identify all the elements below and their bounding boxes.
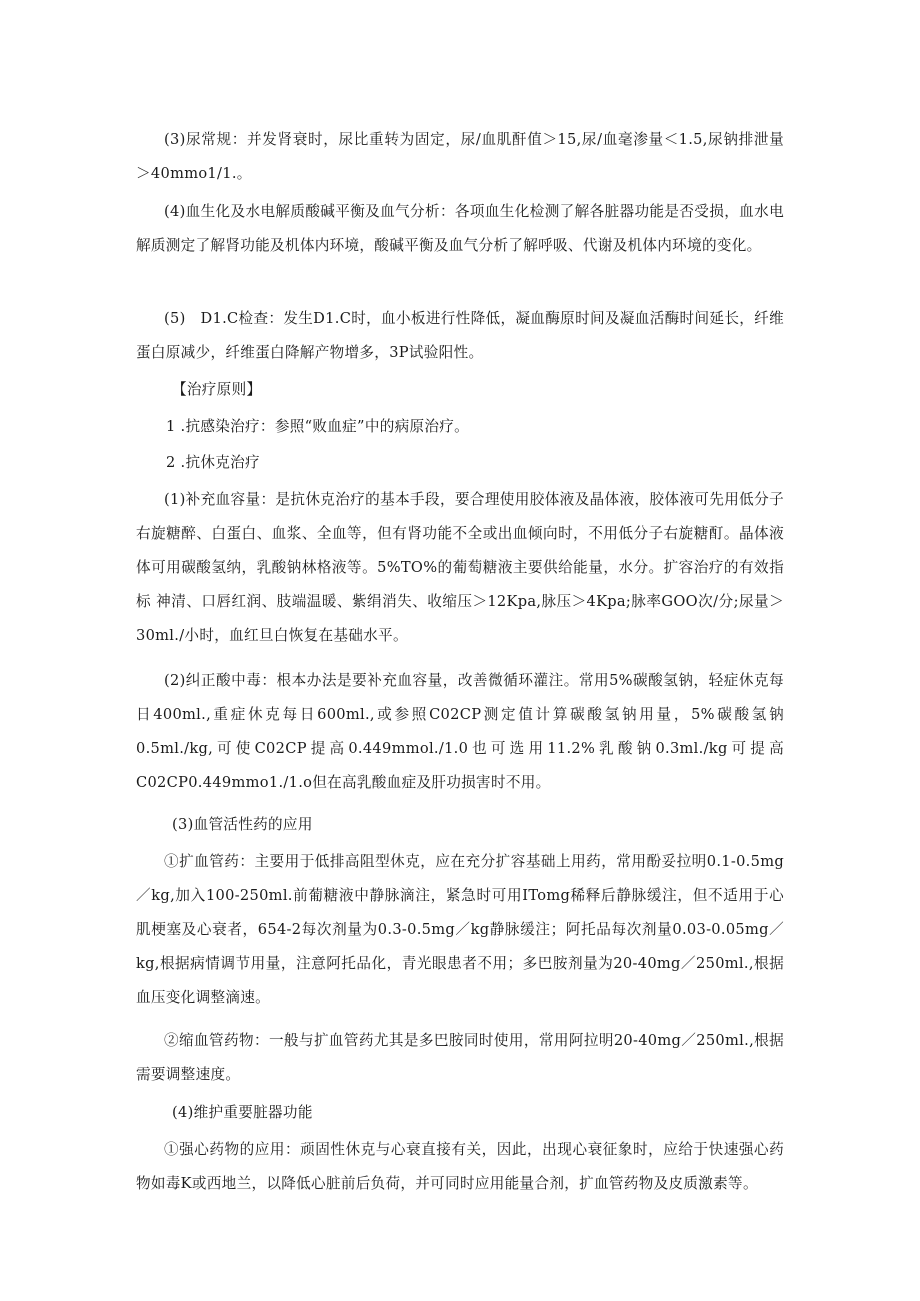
- paragraph-acidosis: (2)纠正酸中毒：根本办法是要补充血容量，改善微循环灌注。常用5%碳酸氢钠，轻症休克每日400ml.,重症休克每日600ml.,或参照C02CP测定值计算碳酸氢钠用量，5%碳酸氢钠0.5ml./kg,可使C02CP提高0.449mmol./1.0也可选用11.2%乳酸钠0.3ml./kg可提高C02CP0.449mmo1./1.o但在高乳酸血症及肝功损害时不用。: [136, 672, 784, 791]
- list-item-anti-shock: 2 .抗休克治疗: [166, 454, 260, 471]
- paragraph-vasoconstrictor: ②缩血管药物：一般与扩血管药尤其是多巴胺同时使用，常用阿拉明20-40mg／250ml.,根据需要调整速度。: [136, 1032, 784, 1083]
- subheading-organ-protection: (4)维护重要脏器功能: [172, 1104, 313, 1121]
- list-item-anti-infection: 1 .抗感染治疗：参照“败血症”中的病原治疗。: [166, 418, 470, 435]
- paragraph-vasodilator: ①扩血管药：主要用于低排高阻型休克，应在充分扩容基础上用药，常用酚妥拉明0.1-0.5mg／kg,加入100-250ml.前葡糖液中静脉滴注，紧急时可用ITomg稀释后静脉缓注，但不适用于心肌梗塞及心衰者，654-2每次剂量为0.3-0.5mg／kg静脉缓注；阿托品每次剂量0.03-0.05mg／kg,根据病情调节用量，注意阿托品化，青光眼患者不用；多巴胺剂量为20-40mg／250ml.,根据血压变化调整滴速。: [136, 853, 784, 1006]
- paragraph-blood-biochemistry: (4)血生化及水电解质酸碱平衡及血气分析：各项血生化检测了解各脏器功能是否受损，血水电解质测定了解肾功能及机体内环境，酸碱平衡及血气分析了解呼吸、代谢及机体内环境的变化。: [136, 203, 784, 254]
- paragraph-blood-volume: (1)补充血容量：是抗休克治疗的基本手段，要合理使用胶体液及晶体液，胶体液可先用低分子右旋糖醉、白蛋白、血浆、全血等，但有肾功能不全或出血倾向时，不用低分子右旋糖酊。晶体液体可用碳酸氢纳，乳酸钠林格液等。5%TO%的葡萄糖液主要供给能量，水分。扩容治疗的有效指标 神清、口唇红润、肢端温暖、紫绢消失、收缩压＞12Kpa,脉压＞4Kpa;脉率GOO次/分;尿量＞30ml./小时，血红旦白恢复在基础水平。: [136, 491, 784, 644]
- subheading-vasoactive-drugs: (3)血管活性药的应用: [172, 816, 313, 833]
- paragraph-urine-routine: (3)尿常规：并发肾衰时，尿比重转为固定，尿/血肌酐值＞15,尿/血毫渗量＜1.5,尿钠排泄量＞40mmo1/1.。: [136, 131, 784, 182]
- paragraph-dic-exam: (5) D1.C检查：发生D1.C时，血小板进行性降低，凝血酶原时间及凝血活酶时间延长，纤维蛋白原减少，纤维蛋白降解产物增多，3P试验阳性。: [136, 310, 784, 361]
- section-heading-treatment: 【治疗原则】: [172, 381, 262, 398]
- paragraph-cardiac-drugs: ①强心药物的应用：顽固性休克与心衰直接有关，因此，出现心衰征象时，应给于快速强心药物如毒K或西地兰，以降低心脏前后负荷，并可同时应用能量合剂，扩血管药物及皮质激素等。: [136, 1141, 784, 1192]
